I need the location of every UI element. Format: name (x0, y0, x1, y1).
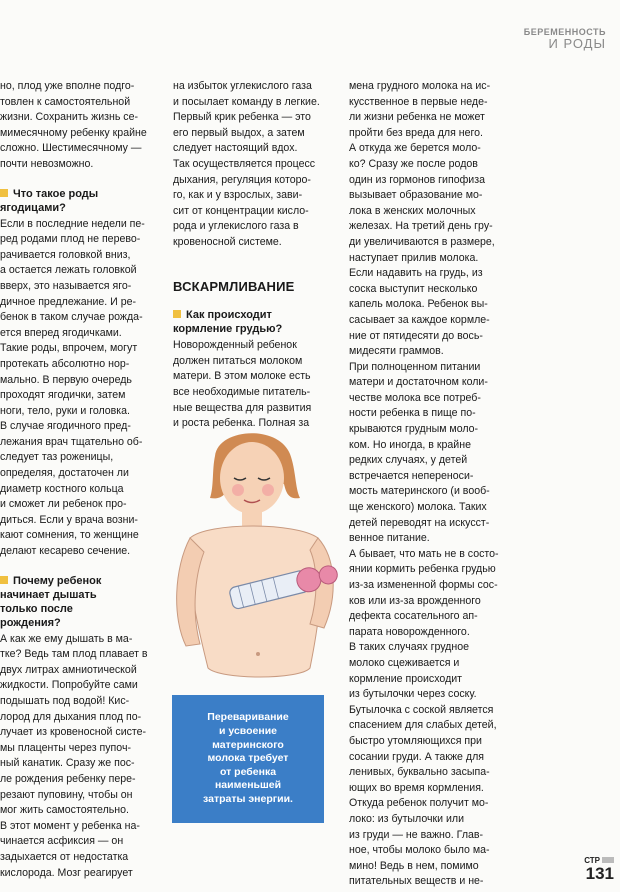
text-line: жизни. Сохранить жизнь се- (0, 111, 138, 124)
header-line-1: БЕРЕМЕННОСТЬ (523, 27, 606, 37)
text-line: ленивых, буквально засыпа- (349, 766, 490, 779)
text-line: мость материнского (и вооб- (349, 485, 490, 498)
text-line: определяя, достаточен ли (0, 467, 129, 480)
question-heading-2: Почему ребенок начинает дышать только после рождения? (0, 574, 102, 629)
question-heading-1: Что такое роды ягодицами? (0, 187, 99, 214)
text-line: а остается лежать головкой (0, 264, 137, 277)
text-line: Переваривание (207, 711, 289, 724)
text-line: мог жить самостоятельно. (0, 804, 129, 817)
text-line: и сможет ли ребенок про- (0, 498, 127, 511)
section-title: ВСКАРМЛИВАНИЕ (173, 278, 295, 294)
text-line: Так осуществляется процесс (173, 157, 316, 170)
page-number-value: 131 (585, 864, 614, 883)
text-line: ние от пятидесяти до вось- (349, 329, 483, 342)
text-line: ред родами плод не перево- (0, 233, 141, 246)
col1-intro (0, 79, 150, 173)
text-line: А как же ему дышать в ма- (0, 632, 133, 645)
column-3 (349, 79, 509, 890)
running-header (524, 28, 606, 50)
text-line: го, как и у взрослых, зави- (173, 189, 303, 202)
text-line: от ребенка (219, 765, 277, 778)
text-line: все необходимые питатель- (173, 385, 311, 398)
text-line: ди увеличиваются в размере, (349, 235, 495, 248)
callout-text (203, 711, 293, 806)
text-line: наступает прилив молока. (349, 251, 479, 264)
column-2 (173, 79, 333, 432)
question-heading-3: Как происходит кормление грудью? (173, 309, 283, 336)
text-line: товлен к самостоятельной (0, 95, 131, 108)
text-line: ноги, тело, руки и головка. (0, 404, 131, 417)
text-line: матери и достаточном коли- (349, 376, 488, 389)
text-line: дыхания, регуляция которо- (173, 173, 311, 186)
text-line: дефекта сосательного ап- (349, 610, 478, 623)
text-line: протекать абсолютно нор- (0, 357, 130, 370)
text-line: вверх, это называется яго- (0, 279, 132, 292)
text-line: мы плаценты через пупоч- (0, 741, 131, 754)
text-line: В случае ягодичного пред- (0, 420, 131, 433)
text-line: детей переводят на искусст- (349, 516, 490, 529)
text-line: ное, чтобы молоко было ма- (349, 844, 490, 857)
text-line: лока в женских молочных (349, 204, 476, 217)
text-line: и роста ребенка. Полная за (173, 417, 310, 430)
text-line: сит от концентрации кисло- (173, 204, 309, 217)
text-line: двух литрах амниотической (0, 663, 137, 676)
text-line: вызывает образование мо- (349, 189, 483, 202)
text-line: В таких случаях грудное (349, 641, 469, 654)
breastfeeding-illustration (160, 418, 360, 700)
callout-box (172, 695, 324, 823)
text-line: честве молока все потреб- (349, 391, 481, 404)
text-line: но, плод уже вполне подго- (0, 80, 135, 92)
text-line: проходят ягодички, затем (0, 389, 126, 402)
text-line: ющих во время кормления. (349, 781, 484, 794)
page-number (584, 857, 614, 882)
text-line: венное питание. (349, 532, 430, 545)
text-line: Первый крик ребенка — это (173, 111, 311, 124)
text-line: Откуда ребенок получит мо- (349, 797, 489, 810)
text-line: дичное предлежание. И ре- (0, 295, 137, 308)
text-line: сасывает за каждое кормле- (349, 313, 490, 326)
text-line: кусственное в первые неде- (349, 95, 488, 108)
text-line: локо: из бутылочки или (349, 812, 465, 825)
bullet-square-icon (0, 576, 8, 584)
text-line: капель молока. Ребенок вы- (349, 298, 488, 311)
text-line: При полноценном питании (349, 360, 481, 373)
column-1 (0, 79, 150, 881)
text-line: из бутылочки через соску. (349, 688, 477, 701)
text-line: подышать под водой! Кис- (0, 695, 130, 707)
text-line: ные вещества для развития (173, 401, 312, 414)
text-line: Новорожденный ребенок (173, 339, 297, 352)
text-line: Если надавить на грудь, из (349, 267, 483, 280)
text-line: ли жизни ребенка не может (349, 111, 485, 124)
text-line: молоко сцеживается и (349, 656, 460, 669)
text-line: Бутылочка с соской является (349, 703, 494, 716)
text-line: лород для дыхания плод по- (0, 710, 142, 723)
text-line: диаметр костного кольца (0, 482, 124, 495)
text-line: спасением для слабых детей, (349, 719, 497, 732)
text-line: из-за измененной формы сос- (349, 579, 498, 591)
text-line: почти невозможно. (0, 157, 94, 170)
col1-q2-text (0, 632, 150, 882)
text-line: В этот момент у ребенка на- (0, 819, 140, 832)
text-line: матери. В этом молоке есть (173, 370, 311, 383)
text-line: и усвоение (219, 725, 277, 738)
text-line: диться. Если у врача возни- (0, 513, 138, 526)
bullet-square-icon (173, 310, 181, 318)
text-line: один из гормонов гипофиза (349, 173, 485, 186)
text-line: из груди — не важно. Глав- (349, 828, 484, 841)
text-line: А бывает, что мать не в состо- (349, 547, 499, 560)
bullet-square-icon (0, 189, 8, 197)
text-line: рода и углекислого газа в (173, 220, 299, 233)
text-line: ный канатик. Сразу же пос- (0, 757, 135, 770)
text-line: резают пуповину, чтобы он (0, 788, 133, 801)
text-line: ется вперед ягодичками. (0, 326, 122, 339)
text-line: сосании груди. А также для (349, 750, 484, 763)
text-line: рачивается головкой вниз, (0, 248, 131, 261)
text-line: его первый выдох, а затем (173, 126, 305, 139)
text-line: ле рождения ребенку пере- (0, 772, 136, 785)
text-line: чинается асфиксия — он (0, 835, 124, 848)
text-line: лежания врач тщательно об- (0, 435, 143, 448)
text-line: А откуда же берется моло- (349, 142, 481, 155)
text-line: мидесяти граммов. (349, 345, 444, 358)
text-line: сложно. Шестимесячному — (0, 142, 142, 155)
text-line: жидкости. Попробуйте сами (0, 679, 138, 692)
text-line: Если в последние недели пе- (0, 217, 145, 230)
page-label: СТР (584, 857, 614, 865)
text-line: парата новорожденного. (349, 625, 470, 638)
text-line: редких случаях, у детей (349, 454, 468, 467)
col1-q1-text (0, 217, 150, 560)
text-line: янии кормить ребенка грудью (349, 563, 496, 576)
text-line: затраты энергии. (203, 792, 293, 805)
col2-intro (173, 79, 333, 251)
text-line: встречается непереноси- (349, 469, 474, 482)
text-line: тке? Ведь там плод плавает в (0, 648, 148, 661)
text-line: Такие роды, впрочем, могут (0, 342, 138, 355)
text-line: мино! Ведь в нем, помимо (349, 859, 479, 872)
text-line: ще женского) молока. Таких (349, 501, 487, 514)
text-line: питательных веществ и не- (349, 875, 484, 888)
text-line: должен питаться молоком (173, 354, 303, 367)
text-line: на избыток углекислого газа (173, 80, 312, 92)
text-line: кровеносной системе. (173, 235, 282, 248)
col3-text (349, 79, 509, 890)
text-line: лучает из кровеносной систе- (0, 726, 147, 739)
text-line: кормление происходит (349, 672, 463, 685)
text-line: и посылает команду в легкие. (173, 95, 320, 108)
text-line: ко? Сразу же после родов (349, 157, 478, 170)
text-line: железах. На третий день гру- (349, 220, 493, 233)
text-line: следует таз роженицы, (0, 451, 114, 464)
text-line: бенок в таком случае рожда- (0, 311, 143, 324)
text-line: соска выступит несколько (349, 282, 478, 295)
text-line: задыхается от недостатка (0, 850, 129, 863)
header-line-2: И РОДЫ (548, 36, 606, 51)
text-line: молока требует (207, 752, 289, 765)
text-line: следует настоящий вдох. (173, 142, 298, 155)
text-line: ков или из-за врожденного (349, 594, 481, 607)
text-line: кислорода. Мозг реагирует (0, 866, 133, 879)
text-line: крываются грудным моло- (349, 423, 479, 436)
text-line: ности ребенка в пище по- (349, 407, 476, 420)
text-line: материнского (212, 738, 284, 751)
text-line: быстро утомляющихся при (349, 734, 482, 747)
text-line: мимесячному ребенку крайне (0, 126, 147, 139)
text-line: кают сомнения, то женщине (0, 529, 139, 542)
text-line: наименьшей (214, 779, 282, 792)
text-line: мально. В первую очередь (0, 373, 132, 386)
text-line: пройти без вреда для него. (349, 126, 484, 139)
text-line: мена грудного молока на ис- (349, 80, 491, 92)
text-line: ком. Но иногда, в крайне (349, 438, 471, 451)
text-line: делают кесарево сечение. (0, 545, 131, 558)
